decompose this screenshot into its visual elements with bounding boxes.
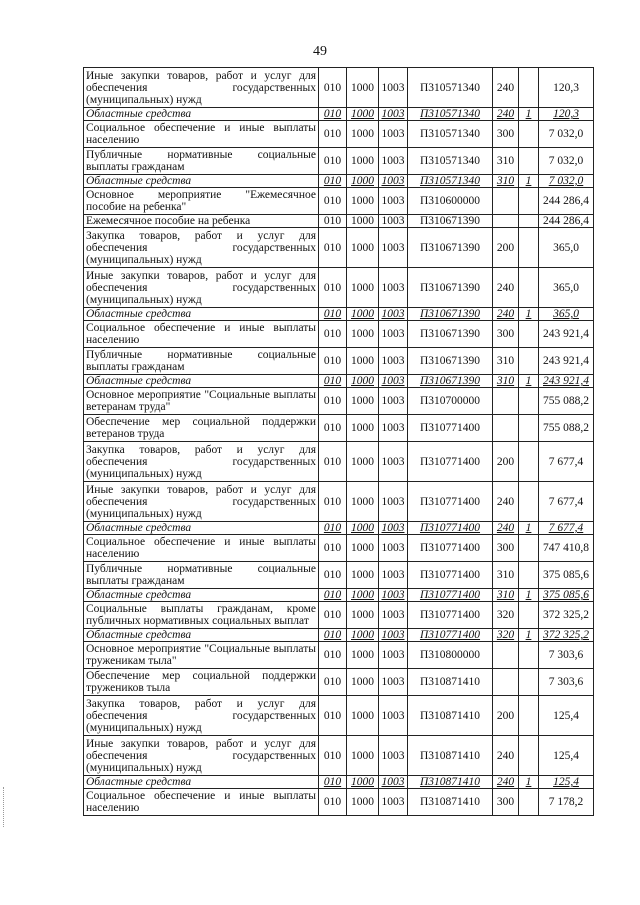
row-amount: 755 088,2	[539, 415, 594, 442]
row-source-code	[519, 188, 539, 215]
row-expense-type-code: 320	[493, 602, 519, 629]
row-subsection-code: 1003	[379, 442, 408, 482]
row-section-code: 1000	[347, 108, 379, 121]
row-section-code: 1000	[347, 776, 379, 789]
row-ministry-code: 010	[319, 215, 347, 228]
row-expense-type-code: 240	[493, 736, 519, 776]
row-ministry-code: 010	[319, 589, 347, 602]
row-ministry-code: 010	[319, 308, 347, 321]
row-amount: 7 032,0	[539, 175, 594, 188]
row-subsection-code: 1003	[379, 68, 408, 108]
row-amount: 244 286,4	[539, 188, 594, 215]
row-expense-type-code: 240	[493, 108, 519, 121]
row-amount: 372 325,2	[539, 602, 594, 629]
row-target-code: П310671390	[408, 268, 493, 308]
row-ministry-code: 010	[319, 348, 347, 375]
row-amount: 7 677,4	[539, 442, 594, 482]
row-section-code: 1000	[347, 642, 379, 669]
row-ministry-code: 010	[319, 789, 347, 816]
row-target-code: П310571340	[408, 175, 493, 188]
row-description: Публичные нормативные социальные выплаты гражданам	[84, 348, 319, 375]
row-ministry-code: 010	[319, 268, 347, 308]
row-description: Закупка товаров, работ и услуг для обеспечения государственных (муниципальных) нужд	[84, 696, 319, 736]
row-section-code: 1000	[347, 589, 379, 602]
row-description: Основное мероприятие "Ежемесячное пособие на ребенка"	[84, 188, 319, 215]
table-row	[84, 228, 594, 268]
row-subsection-code: 1003	[379, 268, 408, 308]
row-amount: 7 677,4	[539, 522, 594, 535]
table-row-regional-funds	[84, 522, 594, 535]
row-source-code	[519, 121, 539, 148]
row-target-code: П310671390	[408, 228, 493, 268]
row-ministry-code: 010	[319, 415, 347, 442]
row-target-code: П310600000	[408, 188, 493, 215]
row-target-code: П310571340	[408, 148, 493, 175]
row-section-code: 1000	[347, 175, 379, 188]
row-subsection-code: 1003	[379, 308, 408, 321]
row-description: Социальное обеспечение и иные выплаты населению	[84, 535, 319, 562]
row-target-code: П310771400	[408, 415, 493, 442]
row-expense-type-code: 240	[493, 268, 519, 308]
row-subsection-code: 1003	[379, 375, 408, 388]
row-subsection-code: 1003	[379, 388, 408, 415]
row-amount: 243 921,4	[539, 348, 594, 375]
row-description: Социальное обеспечение и иные выплаты населению	[84, 789, 319, 816]
row-source-code: 1	[519, 776, 539, 789]
page-number: 49	[313, 44, 327, 59]
row-description: Закупка товаров, работ и услуг для обеспечения государственных (муниципальных) нужд	[84, 442, 319, 482]
row-description: Областные средства	[84, 108, 319, 121]
row-expense-type-code	[493, 188, 519, 215]
row-amount: 125,4	[539, 696, 594, 736]
row-amount: 375 085,6	[539, 589, 594, 602]
row-expense-type-code: 200	[493, 228, 519, 268]
row-source-code	[519, 696, 539, 736]
row-ministry-code: 010	[319, 121, 347, 148]
row-section-code: 1000	[347, 148, 379, 175]
row-source-code	[519, 669, 539, 696]
row-section-code: 1000	[347, 669, 379, 696]
row-subsection-code: 1003	[379, 321, 408, 348]
row-ministry-code: 010	[319, 696, 347, 736]
row-section-code: 1000	[347, 121, 379, 148]
row-expense-type-code	[493, 215, 519, 228]
row-section-code: 1000	[347, 308, 379, 321]
row-target-code: П310671390	[408, 308, 493, 321]
row-expense-type-code: 300	[493, 121, 519, 148]
row-ministry-code: 010	[319, 736, 347, 776]
row-ministry-code: 010	[319, 148, 347, 175]
row-section-code: 1000	[347, 562, 379, 589]
row-description: Ежемесячное пособие на ребенка	[84, 215, 319, 228]
row-amount: 375 085,6	[539, 562, 594, 589]
row-source-code	[519, 736, 539, 776]
row-amount: 7 178,2	[539, 789, 594, 816]
row-expense-type-code	[493, 642, 519, 669]
row-ministry-code: 010	[319, 375, 347, 388]
table-row	[84, 68, 594, 108]
row-section-code: 1000	[347, 629, 379, 642]
row-subsection-code: 1003	[379, 188, 408, 215]
row-subsection-code: 1003	[379, 482, 408, 522]
table-row	[84, 188, 594, 215]
row-description: Социальные выплаты гражданам, кроме публичных нормативных социальных выплат	[84, 602, 319, 629]
table-row-regional-funds	[84, 108, 594, 121]
row-description: Обеспечение мер социальной поддержки ветеранов труда	[84, 415, 319, 442]
row-expense-type-code: 240	[493, 68, 519, 108]
row-subsection-code: 1003	[379, 642, 408, 669]
table-row	[84, 789, 594, 816]
row-ministry-code: 010	[319, 68, 347, 108]
row-subsection-code: 1003	[379, 228, 408, 268]
table-row	[84, 669, 594, 696]
row-description: Областные средства	[84, 522, 319, 535]
row-ministry-code: 010	[319, 776, 347, 789]
row-amount: 120,3	[539, 108, 594, 121]
row-expense-type-code: 240	[493, 776, 519, 789]
row-section-code: 1000	[347, 415, 379, 442]
row-amount: 365,0	[539, 268, 594, 308]
table-row	[84, 215, 594, 228]
row-source-code	[519, 642, 539, 669]
row-target-code: П310571340	[408, 68, 493, 108]
row-section-code: 1000	[347, 696, 379, 736]
row-expense-type-code: 310	[493, 375, 519, 388]
row-target-code: П310871410	[408, 736, 493, 776]
row-expense-type-code: 240	[493, 482, 519, 522]
row-section-code: 1000	[347, 736, 379, 776]
table-row	[84, 482, 594, 522]
row-section-code: 1000	[347, 348, 379, 375]
row-source-code	[519, 388, 539, 415]
row-target-code: П310700000	[408, 388, 493, 415]
row-section-code: 1000	[347, 68, 379, 108]
row-amount: 120,3	[539, 68, 594, 108]
table-row	[84, 321, 594, 348]
row-amount: 243 921,4	[539, 375, 594, 388]
row-source-code	[519, 789, 539, 816]
row-target-code: П310771400	[408, 602, 493, 629]
row-description: Областные средства	[84, 175, 319, 188]
table-row	[84, 388, 594, 415]
row-section-code: 1000	[347, 215, 379, 228]
table-row	[84, 696, 594, 736]
row-ministry-code: 010	[319, 642, 347, 669]
row-ministry-code: 010	[319, 629, 347, 642]
row-ministry-code: 010	[319, 108, 347, 121]
row-section-code: 1000	[347, 188, 379, 215]
row-amount: 243 921,4	[539, 321, 594, 348]
row-amount: 7 677,4	[539, 482, 594, 522]
table-row-regional-funds	[84, 175, 594, 188]
row-description: Закупка товаров, работ и услуг для обеспечения государственных (муниципальных) нужд	[84, 228, 319, 268]
row-target-code: П310771400	[408, 589, 493, 602]
row-section-code: 1000	[347, 442, 379, 482]
row-section-code: 1000	[347, 321, 379, 348]
row-description: Областные средства	[84, 308, 319, 321]
row-expense-type-code	[493, 388, 519, 415]
row-expense-type-code: 310	[493, 589, 519, 602]
row-amount: 244 286,4	[539, 215, 594, 228]
row-source-code: 1	[519, 175, 539, 188]
row-source-code: 1	[519, 522, 539, 535]
row-target-code: П310771400	[408, 522, 493, 535]
row-source-code	[519, 148, 539, 175]
row-amount: 747 410,8	[539, 535, 594, 562]
row-subsection-code: 1003	[379, 215, 408, 228]
row-source-code	[519, 602, 539, 629]
row-source-code	[519, 321, 539, 348]
row-ministry-code: 010	[319, 669, 347, 696]
row-description: Областные средства	[84, 375, 319, 388]
budget-table-body	[84, 68, 594, 816]
row-expense-type-code	[493, 415, 519, 442]
row-source-code	[519, 348, 539, 375]
row-description: Иные закупки товаров, работ и услуг для обеспечения государственных (муниципальных) нужд	[84, 482, 319, 522]
row-section-code: 1000	[347, 268, 379, 308]
row-subsection-code: 1003	[379, 562, 408, 589]
row-expense-type-code	[493, 669, 519, 696]
row-source-code: 1	[519, 589, 539, 602]
margin-mark	[3, 787, 10, 827]
row-expense-type-code: 310	[493, 148, 519, 175]
row-ministry-code: 010	[319, 188, 347, 215]
row-amount: 125,4	[539, 736, 594, 776]
row-target-code: П310771400	[408, 562, 493, 589]
row-target-code: П310771400	[408, 535, 493, 562]
table-row	[84, 415, 594, 442]
row-description: Иные закупки товаров, работ и услуг для обеспечения государственных (муниципальных) нужд	[84, 736, 319, 776]
row-expense-type-code: 240	[493, 308, 519, 321]
row-description: Публичные нормативные социальные выплаты гражданам	[84, 148, 319, 175]
row-expense-type-code: 300	[493, 321, 519, 348]
row-amount: 7 303,6	[539, 642, 594, 669]
row-ministry-code: 010	[319, 522, 347, 535]
row-amount: 125,4	[539, 776, 594, 789]
row-source-code	[519, 68, 539, 108]
row-target-code: П310571340	[408, 108, 493, 121]
row-description: Основное мероприятие "Социальные выплаты труженикам тыла"	[84, 642, 319, 669]
row-description: Социальное обеспечение и иные выплаты населению	[84, 321, 319, 348]
row-target-code: П310671390	[408, 348, 493, 375]
row-subsection-code: 1003	[379, 535, 408, 562]
row-target-code: П310671390	[408, 375, 493, 388]
row-source-code: 1	[519, 375, 539, 388]
row-subsection-code: 1003	[379, 736, 408, 776]
table-row-regional-funds	[84, 776, 594, 789]
table-row	[84, 602, 594, 629]
row-section-code: 1000	[347, 375, 379, 388]
row-source-code	[519, 482, 539, 522]
row-subsection-code: 1003	[379, 108, 408, 121]
row-amount: 755 088,2	[539, 388, 594, 415]
row-target-code: П310771400	[408, 629, 493, 642]
row-target-code: П310871410	[408, 669, 493, 696]
row-ministry-code: 010	[319, 442, 347, 482]
row-description: Публичные нормативные социальные выплаты гражданам	[84, 562, 319, 589]
row-target-code: П310871410	[408, 789, 493, 816]
row-subsection-code: 1003	[379, 121, 408, 148]
row-source-code	[519, 268, 539, 308]
table-row	[84, 535, 594, 562]
row-ministry-code: 010	[319, 602, 347, 629]
row-ministry-code: 010	[319, 535, 347, 562]
row-source-code	[519, 415, 539, 442]
row-source-code	[519, 535, 539, 562]
table-row-regional-funds	[84, 629, 594, 642]
row-description: Областные средства	[84, 629, 319, 642]
row-target-code: П310800000	[408, 642, 493, 669]
table-row-regional-funds	[84, 589, 594, 602]
row-amount: 372 325,2	[539, 629, 594, 642]
row-subsection-code: 1003	[379, 629, 408, 642]
row-description: Иные закупки товаров, работ и услуг для обеспечения государственных (муниципальных) нужд	[84, 268, 319, 308]
row-expense-type-code: 240	[493, 522, 519, 535]
row-source-code: 1	[519, 108, 539, 121]
row-source-code	[519, 562, 539, 589]
row-section-code: 1000	[347, 388, 379, 415]
row-expense-type-code: 300	[493, 789, 519, 816]
row-subsection-code: 1003	[379, 776, 408, 789]
row-target-code: П310671390	[408, 321, 493, 348]
row-expense-type-code: 300	[493, 535, 519, 562]
row-expense-type-code: 310	[493, 562, 519, 589]
row-subsection-code: 1003	[379, 589, 408, 602]
row-section-code: 1000	[347, 535, 379, 562]
row-source-code	[519, 215, 539, 228]
row-subsection-code: 1003	[379, 522, 408, 535]
row-target-code: П310871410	[408, 696, 493, 736]
row-description: Иные закупки товаров, работ и услуг для обеспечения государственных (муниципальных) нужд	[84, 68, 319, 108]
table-row-regional-funds	[84, 375, 594, 388]
row-section-code: 1000	[347, 522, 379, 535]
row-expense-type-code: 320	[493, 629, 519, 642]
row-subsection-code: 1003	[379, 602, 408, 629]
table-row	[84, 148, 594, 175]
table-row-regional-funds	[84, 308, 594, 321]
row-subsection-code: 1003	[379, 175, 408, 188]
row-description: Обеспечение мер социальной поддержки тружеников тыла	[84, 669, 319, 696]
row-target-code: П310771400	[408, 442, 493, 482]
row-source-code: 1	[519, 629, 539, 642]
row-source-code	[519, 228, 539, 268]
table-row	[84, 268, 594, 308]
row-target-code: П310871410	[408, 776, 493, 789]
row-ministry-code: 010	[319, 228, 347, 268]
row-amount: 7 032,0	[539, 121, 594, 148]
table-row	[84, 121, 594, 148]
row-source-code	[519, 442, 539, 482]
row-description: Областные средства	[84, 776, 319, 789]
row-section-code: 1000	[347, 789, 379, 816]
row-description: Социальное обеспечение и иные выплаты населению	[84, 121, 319, 148]
row-ministry-code: 010	[319, 388, 347, 415]
row-amount: 7 032,0	[539, 148, 594, 175]
table-row	[84, 562, 594, 589]
row-amount: 7 303,6	[539, 669, 594, 696]
row-subsection-code: 1003	[379, 696, 408, 736]
row-expense-type-code: 310	[493, 175, 519, 188]
row-subsection-code: 1003	[379, 669, 408, 696]
row-ministry-code: 010	[319, 482, 347, 522]
row-amount: 365,0	[539, 228, 594, 268]
row-subsection-code: 1003	[379, 789, 408, 816]
row-subsection-code: 1003	[379, 415, 408, 442]
row-subsection-code: 1003	[379, 148, 408, 175]
row-ministry-code: 010	[319, 175, 347, 188]
budget-table	[83, 67, 594, 816]
row-target-code: П310771400	[408, 482, 493, 522]
row-ministry-code: 010	[319, 562, 347, 589]
row-section-code: 1000	[347, 228, 379, 268]
row-section-code: 1000	[347, 482, 379, 522]
row-target-code: П310571340	[408, 121, 493, 148]
row-target-code: П310671390	[408, 215, 493, 228]
row-amount: 365,0	[539, 308, 594, 321]
table-row	[84, 642, 594, 669]
table-row	[84, 736, 594, 776]
row-section-code: 1000	[347, 602, 379, 629]
row-ministry-code: 010	[319, 321, 347, 348]
row-subsection-code: 1003	[379, 348, 408, 375]
row-description: Основное мероприятие "Социальные выплаты ветеранам труда"	[84, 388, 319, 415]
table-row	[84, 348, 594, 375]
table-row	[84, 442, 594, 482]
row-expense-type-code: 200	[493, 442, 519, 482]
row-expense-type-code: 200	[493, 696, 519, 736]
row-source-code: 1	[519, 308, 539, 321]
row-expense-type-code: 310	[493, 348, 519, 375]
row-description: Областные средства	[84, 589, 319, 602]
